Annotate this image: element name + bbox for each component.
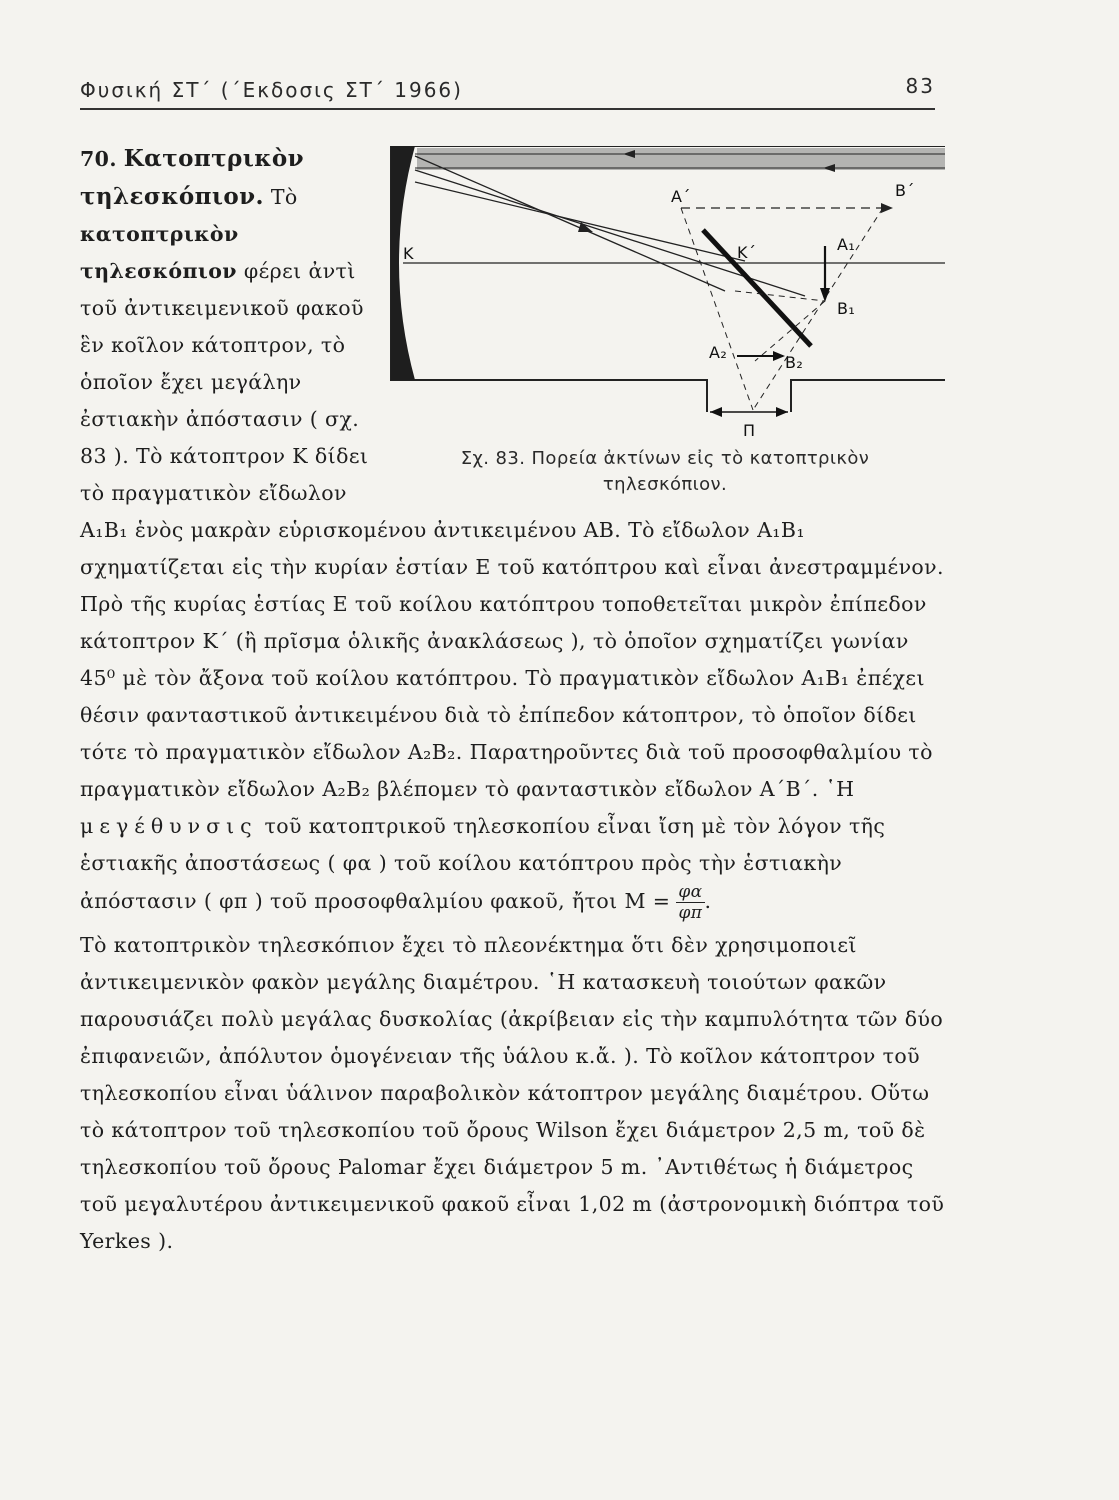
label-b1: B₁ [837, 299, 856, 318]
section-body-2: τοῦ κατοπτρικοῦ τηλεσκοπίου εἶναι ἴση μὲ τὸν λόγον τῆς ἑστιακῆς ἀποστάσεως ( φα ) τοῦ κοίλου κατόπτρου πρὸς τὴν ἑστιακὴν ἀπόστασιν ( φπ ) τοῦ προσοφθαλμίου φακοῦ, ἤτοι [80, 814, 886, 913]
arrow-a1b1 [820, 288, 830, 302]
incoming-beam-band [417, 148, 945, 170]
telescope-diagram [385, 146, 950, 446]
key-term: κατοπτρικὸν τηλεσκόπιον [80, 222, 239, 283]
formula-end: . [704, 889, 712, 913]
label-pi: Π [743, 421, 756, 440]
paragraph-2-text: Τὸ κατοπτρικὸν τηλεσκόπιον ἔχει τὸ πλεονέκτημα ὅτι δὲν χρησιμοποιεῖ ἀντικειμενικὸν φακὸν μεγάλης διαμέτρου. ῾Η κατασκευὴ τοιούτων φακῶν παρουσιάζει πολὺ μεγάλας δυσκολίας (ἀκρίβειαν εἰς τὴν καμπυλότητα τῶν δύο ἐπιφανειῶν, ἀπόλυτον ὁμογένειαν τῆς ὑάλου κ.ἄ. ). Τὸ κοῖλον κάτοπτρον τοῦ τηλεσκοπίου εἶναι ὑάλινον παραβολικὸν κάτοπτρον μεγάλης διαμέτρου. Οὕτω τὸ κάτοπτρον τοῦ τηλεσκοπίου τοῦ ὄρους Wilson ἔχει διάμετρον 2,5 m, τοῦ δὲ τηλεσκοπίου τοῦ ὄρους Palomar ἔχει διάμετρον 5 m. ᾿Αντιθέτως ἡ διάμετρος τοῦ μεγαλυτέρου ἀντικειμενικοῦ φακοῦ εἶναι 1,02 m (ἀστρονομικὴ διόπτρα τοῦ Yerkes ). [80, 933, 945, 1253]
figure-caption: Σχ. 83. Πορεία ἀκτίνων εἰς τὸ κατοπτρικὸν τηλεσκόπιον. [460, 448, 870, 495]
spaced-term: μεγέθυνσις [80, 814, 258, 838]
main-text [80, 140, 950, 1260]
section-title: Κατοπτρικὸν τηλεσκόπιον. [80, 145, 304, 210]
tube-outline-top [391, 146, 945, 336]
reflected-ray-1 [415, 156, 725, 291]
label-a-prime: A΄ [671, 187, 691, 206]
section-70 [80, 140, 950, 923]
arrow-pi-right [776, 407, 788, 417]
dashed-line-3 [735, 291, 825, 301]
label-a2: A₂ [709, 343, 728, 362]
dashed-line-4 [755, 301, 825, 361]
section-intro: Τὸ [270, 185, 298, 209]
paragraph-2 [80, 927, 950, 1260]
section-number: 70. [80, 147, 117, 171]
page-number: 83 [905, 74, 935, 98]
formula-denominator: φπ [678, 903, 703, 923]
tube-outline-bottom [391, 336, 707, 412]
arrow-a2b2 [773, 351, 785, 361]
running-title: Φυσική ΣΤ΄ (΄Εκδοσις ΣΤ΄ 1966) [80, 78, 463, 102]
magnification-formula [676, 882, 704, 923]
arrow-pi-left [710, 407, 722, 417]
section-body-1: φέρει ἀντὶ τοῦ ἀντικειμενικοῦ φακοῦ ἓν κοῖλον κάτοπτρον, τὸ ὁποῖον ἔχει μεγάλην ἐστιακὴν ἀπόστασιν ( σχ. 83 ). Τὸ κάτοπτρον Κ δίδει τὸ πραγματικὸν εἴδωλον A₁B₁ ἑνὸς μακρὰν εὑρισκομένου ἀντικειμένου ΑΒ. Τὸ εἴδωλον A₁B₁ σχηματίζεται εἰς τὴν κυρίαν ἑστίαν Ε τοῦ κατόπτρου καὶ εἶναι ἀνεστραμμένον. Πρὸ τῆς κυρίας ἑστίας Ε τοῦ κοίλου κατόπτρου τοποθετεῖται μικρὸν ἐπίπεδον κάτοπτρον Κ΄ (ἢ πρῖσμα ὁλικῆς ἀνακλάσεως ), τὸ ὁποῖον σχηματίζει γωνίαν 45⁰ μὲ τὸν ἄξονα τοῦ κοίλου κατόπτρου. Τὸ πραγματικὸν εἴδωλον A₁B₁ ἐπέχει θέσιν φανταστικοῦ ἀντικειμένου διὰ τὸ ἐπίπεδον κάτοπτρον, τὸ ὁποῖον δίδει τότε τὸ πραγματικὸν εἴδωλον A₂B₂. Παρατηροῦντες διὰ τοῦ προσοφθαλμίου τὸ πραγματικὸν εἴδωλον A₂B₂ βλέπομεν τὸ φανταστικὸν εἴδωλον A΄B΄. ῾Η [80, 259, 944, 801]
running-header [80, 68, 935, 110]
label-a1: A₁ [837, 235, 856, 254]
reflected-ray-3 [415, 182, 745, 261]
label-k: K [403, 244, 414, 263]
label-k-prime: K΄ [737, 243, 757, 262]
eyepiece-wall [791, 380, 945, 412]
formula-lhs: M = [624, 889, 671, 913]
label-b2: B₂ [785, 353, 804, 372]
label-b-prime: B΄ [895, 181, 915, 200]
figure-83 [385, 146, 950, 501]
formula-numerator: φα [678, 882, 703, 902]
